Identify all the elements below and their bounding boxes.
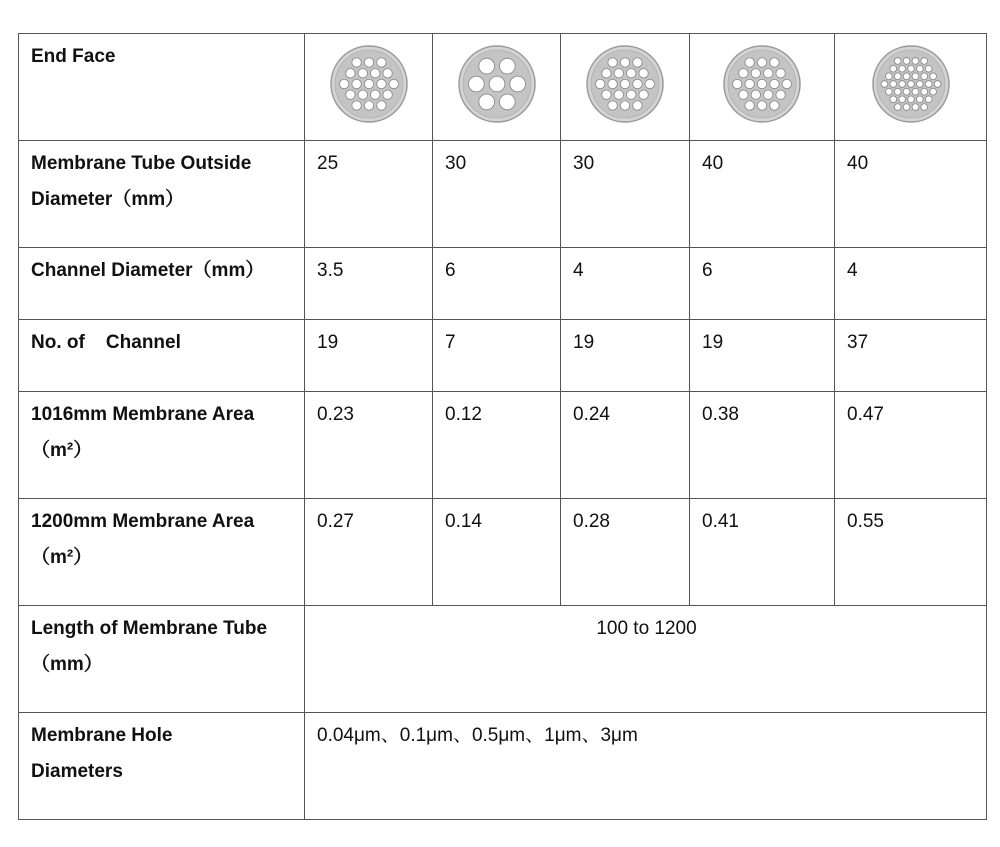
channel-hole [608,79,617,88]
channel-hole [881,81,888,88]
channel-hole [920,88,927,95]
channel-hole [912,88,919,95]
channel-hole [499,94,515,110]
channel-hole [509,76,525,92]
channel-hole [776,69,785,78]
channel-hole [732,79,741,88]
table-cell: 3.5 [305,248,433,320]
area-1016-row [19,392,987,499]
channel-hole [370,69,379,78]
table-cell: 0.55 [835,499,987,606]
row-label-line1: Length of Membrane Tube [31,618,268,639]
channel-hole [608,101,617,110]
table-cell: 0.47 [835,392,987,499]
channel-hole [608,58,617,67]
outside-diameter-row [19,141,987,248]
table-cell: 4 [561,248,690,320]
tube-length-row [19,606,987,713]
channel-hole [912,58,919,65]
channel-hole [745,79,754,88]
channel-hole [763,69,772,78]
row-label-line2: Diameters [31,761,123,782]
end-face-19-channel-icon [720,42,804,126]
hole-diameter-row [19,713,987,820]
row-label-line2: （mm） [31,654,103,675]
channel-hole [898,96,905,103]
channel-hole [499,58,515,74]
channel-hole [907,65,914,72]
channel-hole [633,101,642,110]
table-cell: 25 [305,141,433,248]
table-cell: 19 [561,320,690,392]
channel-hole [912,73,919,80]
row-label-line1: Membrane Tube Outside [31,153,252,174]
channel-count-row [19,320,987,392]
row-label-line2: （m²） [31,547,93,568]
channel-hole [903,104,910,111]
area-1200-row [19,499,987,606]
row-label [19,606,305,713]
table-cell: 0.14 [433,499,561,606]
channel-hole [370,90,379,99]
table-cell: 19 [305,320,433,392]
row-label [19,141,305,248]
channel-hole [894,73,901,80]
channel-hole [351,101,360,110]
channel-hole [364,79,373,88]
table-cell: 40 [690,141,835,248]
channel-hole [639,90,648,99]
table-cell: 0.23 [305,392,433,499]
channel-hole [770,58,779,67]
row-label: No. of Channel [19,320,305,392]
channel-hole [639,69,648,78]
channel-diameter-row [19,248,987,320]
channel-hole [351,58,360,67]
channel-hole [903,88,910,95]
channel-hole [620,101,629,110]
channel-hole [478,58,494,74]
channel-hole [903,58,910,65]
channel-hole [489,76,505,92]
row-label-line1: 1016mm Membrane Area [31,404,255,425]
channel-hole [894,58,901,65]
channel-hole [889,81,896,88]
channel-hole [602,69,611,78]
channel-hole [925,81,932,88]
channel-hole [770,101,779,110]
channel-hole [885,88,892,95]
channel-hole [376,58,385,67]
channel-hole [745,58,754,67]
channel-hole [757,79,766,88]
channel-hole [916,81,923,88]
channel-hole [358,69,367,78]
end-face-19-channel-icon [583,42,667,126]
channel-hole [620,79,629,88]
channel-hole [351,79,360,88]
channel-hole [376,79,385,88]
table-cell: 6 [433,248,561,320]
channel-hole [776,90,785,99]
channel-hole [929,73,936,80]
channel-hole [925,65,932,72]
channel-hole [782,79,791,88]
channel-hole [620,58,629,67]
channel-hole [358,90,367,99]
channel-hole [376,101,385,110]
end-face-37-channel-icon [869,42,953,126]
channel-hole [885,73,892,80]
table-cell: 4 [835,248,987,320]
channel-hole [894,104,901,111]
table-cell: 0.12 [433,392,561,499]
row-label-line1: 1200mm Membrane Area [31,511,255,532]
table-cell: 30 [561,141,690,248]
channel-hole [595,79,604,88]
row-label-line2: （m²） [31,440,93,461]
channel-hole [925,96,932,103]
end-face-cell [561,34,690,141]
channel-hole [903,73,910,80]
channel-hole [614,90,623,99]
table-cell: 37 [835,320,987,392]
channel-hole [382,90,391,99]
row-label: Channel Diameter（mm） [19,248,305,320]
table-cell: 7 [433,320,561,392]
channel-hole [345,90,354,99]
channel-hole [898,81,905,88]
channel-hole [626,90,635,99]
channel-hole [929,88,936,95]
channel-hole [633,79,642,88]
end-face-cell [305,34,433,141]
channel-hole [898,65,905,72]
table-cell: 0.41 [690,499,835,606]
end-face-label: End Face [19,34,305,141]
channel-hole [633,58,642,67]
channel-hole [751,90,760,99]
channel-hole [920,104,927,111]
channel-hole [934,81,941,88]
channel-hole [757,101,766,110]
end-face-7-channel-icon [455,42,539,126]
channel-hole [763,90,772,99]
channel-hole [389,79,398,88]
table-cell: 40 [835,141,987,248]
end-face-cell [433,34,561,141]
channel-hole [745,101,754,110]
channel-hole [916,65,923,72]
channel-hole [739,69,748,78]
table-cell: 0.24 [561,392,690,499]
end-face-19-channel-icon [327,42,411,126]
channel-hole [364,101,373,110]
channel-hole [739,90,748,99]
row-label [19,713,305,820]
channel-hole [751,69,760,78]
tube-length-value: 100 to 1200 [305,606,987,713]
channel-hole [920,73,927,80]
channel-hole [614,69,623,78]
channel-hole [920,58,927,65]
row-label [19,392,305,499]
channel-hole [912,104,919,111]
end-face-cell [835,34,987,141]
row-label-line1: Membrane Hole [31,725,173,746]
channel-hole [770,79,779,88]
end-face-cell [690,34,835,141]
channel-hole [345,69,354,78]
row-label-line2: Diameter（mm） [31,189,185,210]
channel-hole [645,79,654,88]
channel-hole [468,76,484,92]
channel-hole [602,90,611,99]
membrane-spec-table [18,33,987,820]
channel-hole [894,88,901,95]
table-cell: 19 [690,320,835,392]
channel-hole [907,96,914,103]
channel-hole [889,96,896,103]
hole-diameter-value: 0.04μm、0.1μm、0.5μm、1μm、3μm [305,713,987,820]
table-cell: 30 [433,141,561,248]
channel-hole [889,65,896,72]
table-cell: 6 [690,248,835,320]
table-cell: 0.27 [305,499,433,606]
channel-hole [907,81,914,88]
channel-hole [339,79,348,88]
table-cell: 0.28 [561,499,690,606]
row-label [19,499,305,606]
channel-hole [478,94,494,110]
end-face-row [19,34,987,141]
channel-hole [626,69,635,78]
channel-hole [757,58,766,67]
channel-hole [916,96,923,103]
table-cell: 0.38 [690,392,835,499]
channel-hole [382,69,391,78]
channel-hole [364,58,373,67]
